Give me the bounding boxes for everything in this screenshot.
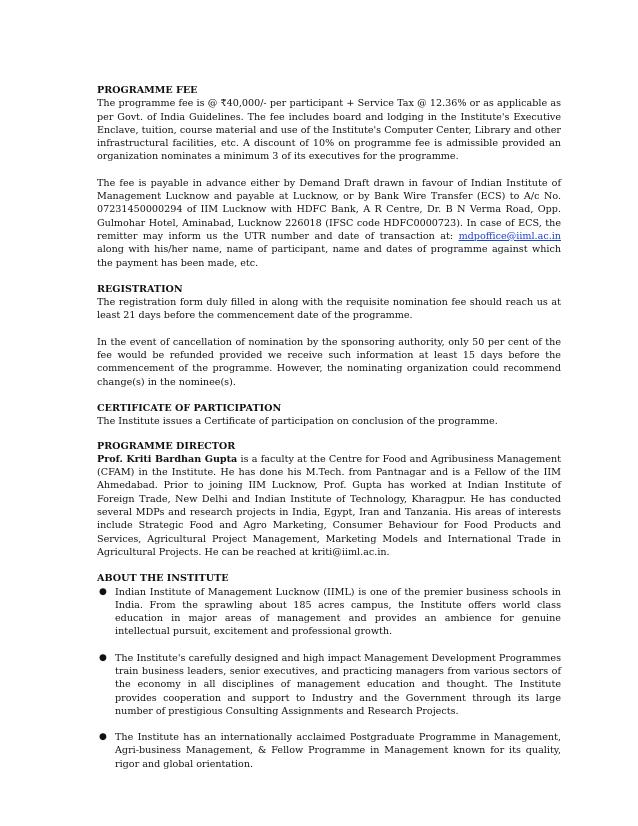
- list-item-text: The Institute's carefully designed and high impact Management Development Programmes train business leaders, senior executives, and practicing managers from various sectors of the economy in all disciplines of management education and thought. The Institute provides cooperation and support to Industry and the Government through its large number of prestigious Consulting Assignments and Research Projects.: [115, 652, 561, 717]
- list-item-text: Indian Institute of Management Lucknow (IIML) is one of the premier business schools in India. From the sprawling about 185 acres campus, the Institute offers world class education in major areas of management and provides an ambience for genuine intellectual pursuit, excitement and professional growth.: [115, 586, 561, 638]
- list-item: [97, 652, 561, 718]
- mdp-office-email-link[interactable]: mdpoffice@iiml.ac.in: [458, 230, 561, 242]
- director-name: Prof. Kriti Bardhan Gupta: [97, 453, 238, 465]
- director-bio-paragraph: [97, 453, 561, 559]
- payment-text: The fee is payable in advance either by Demand Draft drawn in favour of Indian Institute of Management Lucknow and payable at Lucknow, or by Bank Wire Transfer (ECS) to A/c No. 07231450000294 of IIM Lucknow with HDFC Bank, A R Centre, Dr. B N Verma Road, Opp. Gulmohar Hotel, Aminabad, Lucknow 226018 (IFSC code HDFC0000723). In case of ECS, the remitter may inform us the UTR number and date of transaction at:: [97, 177, 561, 242]
- list-item: [97, 586, 561, 639]
- list-item-text: The Institute has an internationally acclaimed Postgraduate Programme in Management, Agri-business Management, & Fellow Programme in Management known for its quality, rigor and global orientation.: [115, 732, 561, 770]
- programme-fee-heading: PROGRAMME FEE: [97, 85, 198, 96]
- payment-paragraph: [97, 177, 561, 270]
- bullet-icon: ●: [99, 586, 107, 597]
- programme-director-section: [97, 440, 561, 560]
- about-institute-section: [97, 572, 561, 771]
- about-institute-heading: ABOUT THE INSTITUTE: [97, 573, 229, 585]
- about-institute-list: [97, 586, 561, 772]
- registration-paragraph: The registration form duly filled in along with the requisite nomination fee should reach us at least 21 days before the commencement date of the programme.: [97, 297, 561, 322]
- document-page: [97, 84, 561, 771]
- programme-director-heading: PROGRAMME DIRECTOR: [97, 440, 236, 452]
- registration-heading: REGISTRATION: [97, 283, 183, 295]
- director-bio: is a faculty at the Centre for Food and Agribusiness Management (CFAM) in the Institute. He has done his M.Tech. from Pantnagar and is a Fellow of the IIM Ahmedabad. Prior to joining IIM Lucknow, Prof. Gupta has worked at Indian Institute of Foreign Trade, New Delhi and Indian Institute of Technology, Kharagpur. He has conducted several MDPs and research projects in India, Egypt, Iran and Tanzania. His areas of interests include Strategic Food and Agro Marketing, Consumer Behaviour for Food Products and Services, Agricultural Project Management, Marketing Models and International Trade in Agricultural Projects. He can be reached at kriti@iiml.ac.in.: [97, 453, 561, 558]
- registration-section: [97, 283, 561, 389]
- list-item: [97, 731, 561, 771]
- certificate-heading: CERTIFICATE OF PARTICIPATION: [97, 402, 282, 414]
- bullet-icon: ●: [99, 652, 107, 663]
- certificate-section: [97, 402, 561, 429]
- payment-text-continued: along with his/her name, name of participant, name and dates of programme against which the payment has been made, etc.: [97, 244, 561, 269]
- certificate-paragraph: The Institute issues a Certificate of participation on conclusion of the programme.: [97, 416, 498, 428]
- programme-fee-section: [97, 84, 561, 270]
- bullet-icon: ●: [99, 732, 107, 743]
- programme-fee-paragraph: The programme fee is @ ₹40,000/- per participant + Service Tax @ 12.36% or as applicable as per Govt. of India Guidelines. The fee includes board and lodging in the Institute's Executive Enclave, tuition, course material and use of the Institute's Computer Center, Library and other infrastructural facilities, etc. A discount of 10% on programme fee is admissible provided an organization nominates a minimum 3 of its executives for the programme.: [97, 98, 561, 163]
- cancellation-paragraph: In the event of cancellation of nomination by the sponsoring authority, only 50 per cent of the fee would be refunded provided we receive such information at least 15 days before the commencement of the programme. However, the nominating organization could recommend change(s) in the nominee(s).: [97, 336, 561, 388]
